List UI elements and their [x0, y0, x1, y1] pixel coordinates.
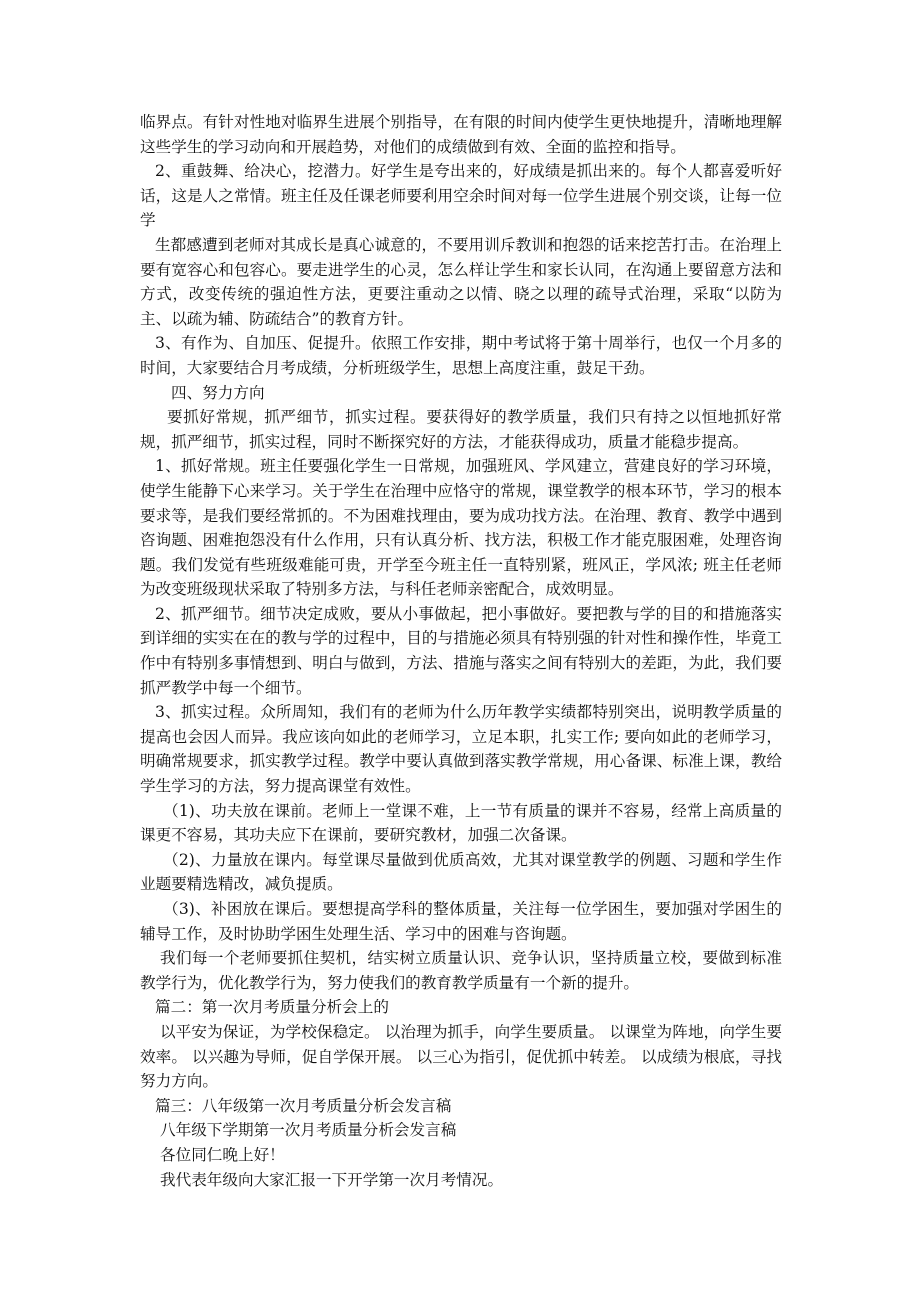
paragraph-before-class: （1)、功夫放在课前。老师上一堂课不难，上一节有质量的课并不容易，经常上高质量的课更不容易，其功夫应下在课前，要研究教材，加强二次备课。 [140, 801, 782, 845]
speech-opening: 我代表年级向大家汇报一下开学第一次月考情况。 [160, 1170, 504, 1189]
paragraph-details: 2、抓严细节。细节决定成败，要从小事做起，把小事做好。要把教与学的目的和措施落实到详细的实实在在的教与学的过程中，目的与措施必须具有特别强的针对性和操作性，毕竟工作中有特别多事情想到、明白与做到，方法、措施与落实之间有特别大的差距，为此，我们要抓严教学中每一个细节。 [140, 604, 782, 697]
paragraph-point-2-continued: 生都感遭到老师对其成长是真心诚意的，不要用训斥教训和抱怨的话来挖苦打击。在治理上要有宽容心和包容心。要走进学生的心灵，怎么样让学生和家长认同，在沟通上要留意方法和方式，改变传统的强迫性方法，更要注重动之以情、晓之以理的疏导式治理，采取“以防为主、以疏为辅、防疏结合”的教育方针。 [140, 235, 782, 328]
paragraph-critical-students: 临界点。有针对性地对临界生进展个别指导，在有限的时间内使学生更快地提升，清晰地理解这些学生的学习动向和开展趋势，对他们的成绩做到有效、全面的监控和指导。 [140, 113, 782, 156]
section-heading-direction: 四、努力方向 [171, 383, 265, 402]
document-body [140, 110, 782, 1192]
paragraph-routine: 1、抓好常规。班主任要强化学生一日常规，加强班风、学风建立，营建良好的学习环境，使学生能静下心来学习。关于学生在治理中应恪守的常规，课堂教学的根本环节，学习的根本要求等，是我们要经常抓的。不为困难找理由，要为成功找方法。在治理、教育、教学中遇到咨询题、困难抱怨没有什么作用，只有认真分析、找方法，积极工作才能克服困难，处理咨询题。我们发觉有些班级难能可贵，开学至今班主任一直特别紧，班风正，学风浓; 班主任老师为改变班级现状采取了特别多方法，与科任老师亲密配合，成效明显。 [140, 457, 782, 599]
paragraph-article-two-slogans: 以平安为保证，为学校保稳定。 以治理为抓手，向学生要质量。 以课堂为阵地，向学生要效率。 以兴趣为导师，促自学保开展。 以三心为指引，促优抓中转差。 以成绩为根底，寻找努力方向。 [140, 1022, 782, 1091]
paragraph-in-class: （2)、力量放在课内。每堂课尽量做到优质高效，尤其对课堂教学的例题、习题和学生作业题要精选精改，减负提质。 [140, 850, 782, 894]
speech-greeting: 各位同仁晚上好！ [160, 1145, 285, 1164]
paragraph-direction-intro: 要抓好常规，抓严细节，抓实过程。要获得好的教学质量，我们只有持之以恒地抓好常规，抓严细节，抓实过程，同时不断探究好的方法，才能获得成功，质量才能稳步提高。 [140, 408, 782, 451]
paragraph-process: 3、抓实过程。众所周知，我们有的老师为什么历年教学实绩都特别突出，说明教学质量的提高也会因人而异。我应该向如此的老师学习，立足本职，扎实工作; 要向如此的老师学习，明确常规要求，抓实教学过程。教学中要认真做到落实教学常规，用心备课、标准上课，教给学生学习的方法，努力提高课堂有效性。 [140, 703, 782, 796]
paragraph-conclusion: 我们每一个老师要抓住契机，结实树立质量认识、竞争认识，坚持质量立校，要做到标准教学行为，优化教学行为，努力使我们的教育教学质量有一个新的提升。 [140, 949, 782, 992]
paragraph-point-2-encouragement: 2、重鼓舞、给决心，挖潜力。好学生是夸出来的，好成绩是抓出来的。每个人都喜爱听好话，这是人之常情。班主任及任课老师要利用空余时间对每一位学生进展个别交谈，让每一位学 [140, 162, 782, 230]
speech-title: 八年级下学期第一次月考质量分析会发言稿 [160, 1121, 457, 1140]
article-two-heading: 篇二：第一次月考质量分析会上的 [155, 998, 389, 1017]
article-three-heading: 篇三：八年级第一次月考质量分析会发言稿 [155, 1096, 452, 1115]
paragraph-point-3-pressure: 3、有作为、自加压、促提升。依照工作安排，期中考试将于第十周举行，也仅一个月多的时间，大家要结合月考成绩，分析班级学生，思想上高度注重，鼓足干劲。 [140, 334, 782, 377]
paragraph-after-class: （3)、补困放在课后。要想提高学科的整体质量，关注每一位学困生，要加强对学困生的辅导工作，及时协助学困生处理生活、学习中的困难与咨询题。 [140, 900, 782, 943]
